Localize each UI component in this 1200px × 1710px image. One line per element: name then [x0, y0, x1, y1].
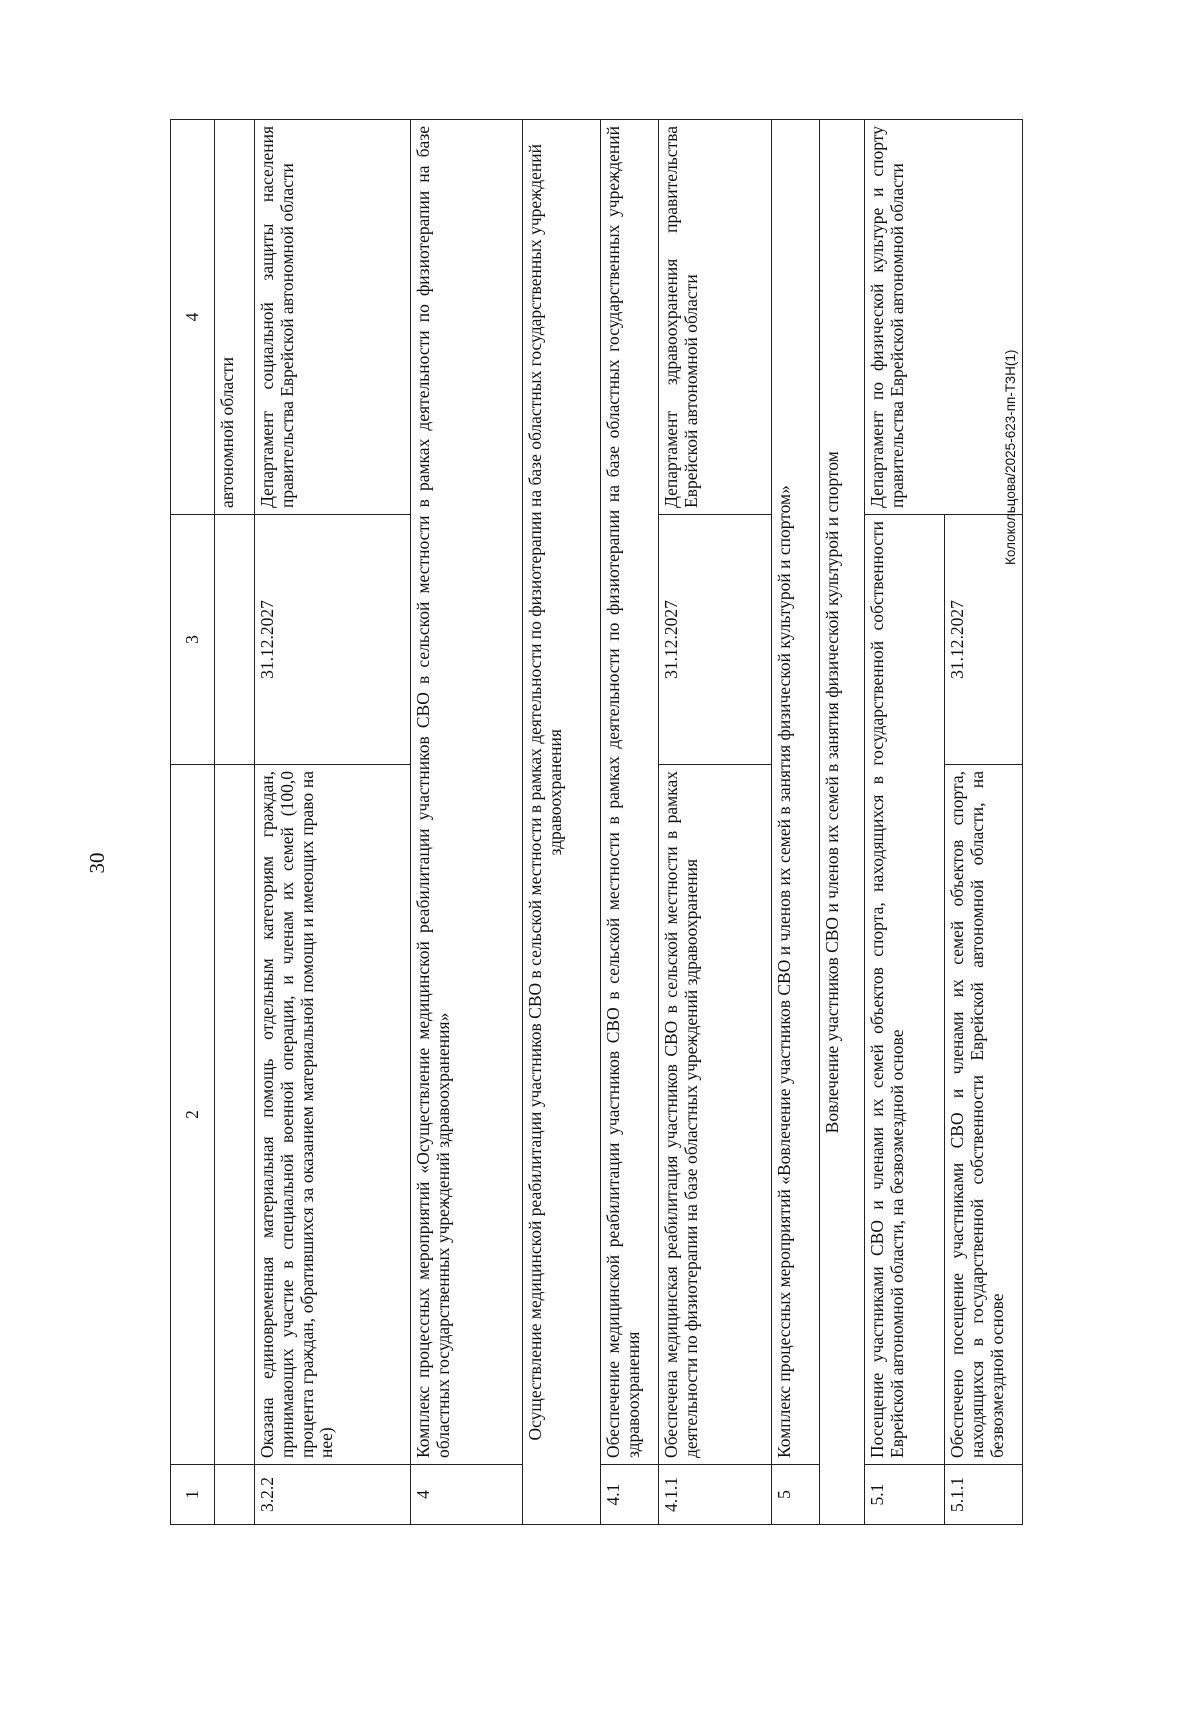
cell-number: 5.1 — [865, 1465, 945, 1525]
cell-number — [820, 1465, 865, 1525]
cell-responsible: Департамент здравоохранения правительства Еврейской автономной области — [659, 120, 772, 515]
table-row — [411, 120, 523, 1525]
footer-document-code: Колокольцова/2025-623-пп-ТЗН(1) — [1003, 349, 1018, 565]
table-row — [772, 120, 820, 1525]
header-col-4: 4 — [171, 120, 215, 515]
plan-table — [170, 119, 1023, 1525]
cell-number: 4.1.1 — [659, 1465, 772, 1525]
cell-number: 5 — [772, 1465, 820, 1525]
cell-description: Обеспечено посещение участниками СВО и членами их семей объектов спорта, находящихся в государственной собственности Еврейской автономной области, на безвозмездной основе — [945, 765, 1023, 1465]
cell-number: 4.1 — [601, 1465, 659, 1525]
header-col-2: 2 — [171, 765, 215, 1465]
cell-date: 31.12.2027 — [255, 515, 411, 765]
cell-description: Обеспечена медицинская реабилитация участников СВО в сельской местности в рамках деятельности по физиотерапии на базе областных учреждений здравоохранения — [659, 765, 772, 1465]
table-rotated-container — [170, 120, 1050, 1525]
header-row — [171, 120, 215, 1525]
cell-number — [215, 1465, 255, 1525]
cell-number: 5.1.1 — [945, 1465, 1023, 1525]
cell-responsible: автономной области — [215, 120, 255, 515]
header-col-1: 1 — [171, 1465, 215, 1525]
table-row — [523, 120, 601, 1525]
cell-section-heading: Вовлечение участников СВО и членов их семей в занятия физической культурой и спортом — [820, 120, 865, 1465]
cell-date: 31.12.2027 — [945, 515, 1023, 765]
cell-date: 31.12.2027 — [659, 515, 772, 765]
page-number: 30 — [85, 852, 109, 874]
cell-number — [523, 1465, 601, 1525]
table-row — [215, 120, 255, 1525]
cell-section-title: Комплекс процессных мероприятий «Вовлечение участников СВО и членов их семей в занятия физической культурой и спортом» — [772, 120, 820, 1465]
cell-description — [215, 765, 255, 1465]
table-row — [820, 120, 865, 1525]
cell-number: 4 — [411, 1465, 523, 1525]
table-row — [255, 120, 411, 1525]
cell-description: Оказана единовременная материальная помощь отдельным категориям граждан, принимающих участие в специальной военной операции, и членам их семей (100,0 процента граждан, обратившихся за оказанием материальной помощи и имеющих право на нее) — [255, 765, 411, 1465]
cell-section-heading: Осуществление медицинской реабилитации участников СВО в сельской местности в рамках деятельности по физиотерапии на базе областных государственных учреждений здравоохранения — [523, 120, 601, 1465]
cell-number: 3.2.2 — [255, 1465, 411, 1525]
cell-task: Посещение участниками СВО и членами их семей объектов спорта, находящихся в государственной собственности Еврейской автономной области, на безвозмездной основе — [865, 515, 945, 1465]
cell-responsible: Департамент по физической культуре и спорту правительства Еврейской автономной области — [865, 120, 1023, 515]
table-row — [865, 120, 945, 1525]
table-row — [601, 120, 659, 1525]
cell-section-title: Комплекс процессных мероприятий «Осуществление медицинской реабилитации участников СВО в сельской местности в рамках деятельности по физиотерапии на базе областных государственных учреждений здравоохранения» — [411, 120, 523, 1465]
cell-responsible: Департамент социальной защиты населения правительства Еврейской автономной области — [255, 120, 411, 515]
header-col-3: 3 — [171, 515, 215, 765]
cell-task: Обеспечение медицинской реабилитации участников СВО в сельской местности в рамках деятельности по физиотерапии на базе областных государственных учреждений здравоохранения — [601, 120, 659, 1465]
cell-date — [215, 515, 255, 765]
table-row — [659, 120, 772, 1525]
